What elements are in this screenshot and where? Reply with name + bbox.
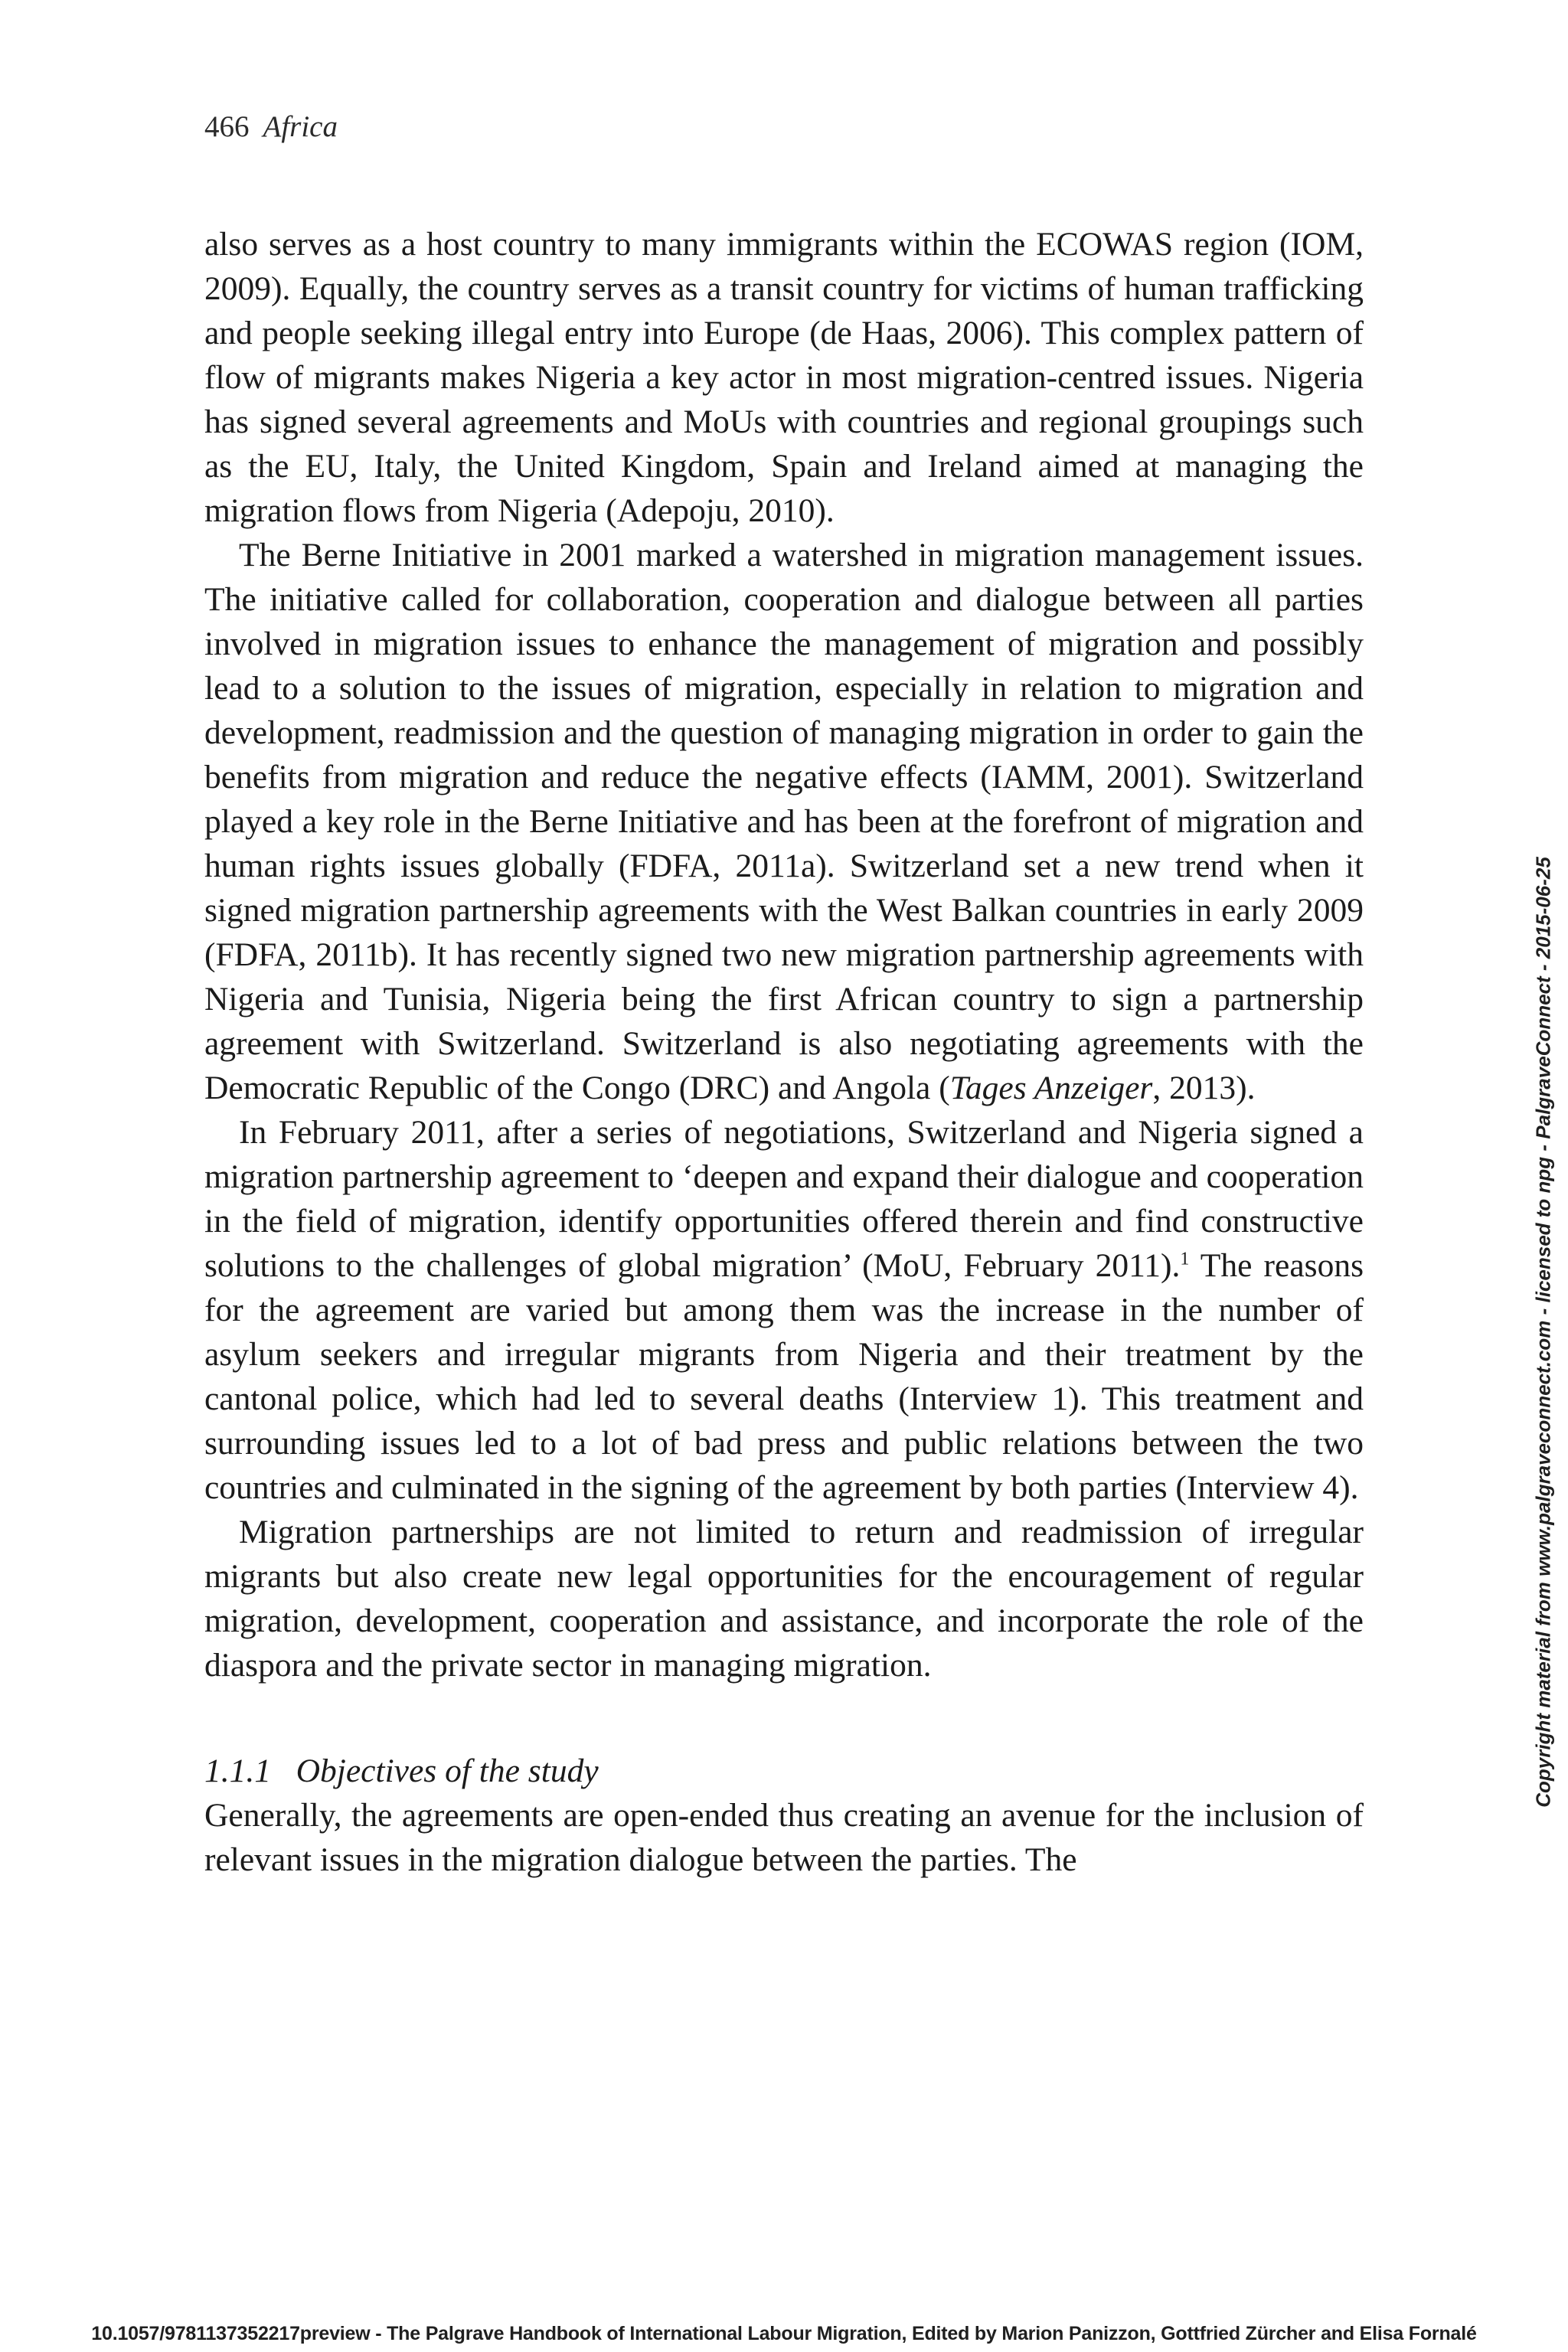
paragraph-3-start: In February 2011, after a series of negotiations, Switzerland and Nigeria signed a migration partnership agreement to ‘deepen and expand their dialogue and cooperation in the field of migration, identify opportunities offered therein and find constructive solutions to the challenges of global migration’ (MoU, February 2011). [204,1114,1364,1284]
paragraph-3-rest: The reasons for the agreement are varied but among them was the increase in the number of asylum seekers and irregular migrants from Nigeria and their treatment by the cantonal police, which had led to several deaths (Interview 1). This treatment and surrounding issues led to a lot of bad press and public relations between the two countries and culminated in the signing of the agreement by both parties (Interview 4). [204,1247,1364,1506]
section-title: Objectives of the study [296,1753,599,1789]
paragraph-2-main: The Berne Initiative in 2001 marked a watershed in migration management issues. The initiative called for collaboration, cooperation and dialogue between all parties involved in migration issues to enhance the management of migration and possibly lead to a solution to the issues of migration, especially in relation to migration and development, readmission and the question of managing migration in order to gain the benefits from migration and reduce the negative effects (IAMM, 2001). Switzerland played a key role in the Berne Initiative and has been at the forefront of migration and human rights issues globally (FDFA, 2011a). Switzerland set a new trend when it signed migration partnership agreements with the West Balkan countries in early 2009 (FDFA, 2011b). It has recently signed two new migration partnership agreements with Nigeria and Tunisia, Nigeria being the first African country to sign a partnership agreement with Switzerland. Switzerland is also negotiating agreements with the Democratic Republic of the Congo (DRC) and Angola ( [204,537,1364,1106]
copyright-side-notice: Copyright material from www.palgraveconnect.com - licensed to npg - PalgraveConnect - 2015-06-25 [1531,857,1555,1808]
running-head-section: Africa [263,110,338,143]
citation-footer: 10.1057/9781137352217preview - The Palgrave Handbook of International Labour Migration, Edited by Marion Panizzon, Gottfried Zürcher and Elisa Fornalé [91,2323,1477,2344]
section-heading [204,1749,1364,1793]
page-number: 466 [204,110,250,143]
running-head [204,109,338,145]
section-paragraph: Generally, the agreements are open-ended thus creating an avenue for the inclusion of relevant issues in the migration dialogue between the parties. The [204,1797,1364,1878]
paragraph-4: Migration partnerships are not limited to return and readmission of irregular migrants but also create new legal opportunities for the encouragement of regular migration, development, cooperation and assistance, and incorporate the role of the diaspora and the private sector in managing migration. [204,1514,1364,1684]
paragraph-2-end: , 2013). [1152,1070,1256,1106]
paragraph-3 [204,1110,1364,1510]
paragraph-2 [204,533,1364,1110]
footnote-marker[interactable]: 1 [1180,1249,1190,1269]
paragraph-1: also serves as a host country to many immigrants within the ECOWAS region (IOM, 2009). Equally, the country serves as a transit country for victims of human trafficking and people seeking illegal entry into Europe (de Haas, 2006). This complex pattern of flow of migrants makes Nigeria a key actor in most migration-centred issues. Nigeria has signed several agreements and MoUs with countries and regional groupings such as the EU, Italy, the United Kingdom, Spain and Ireland aimed at managing the migration flows from Nigeria (Adepoju, 2010). [204,226,1364,529]
section-number: 1.1.1 [204,1753,271,1789]
body-text [204,222,1364,1882]
newspaper-title: Tages Anzeiger [949,1070,1153,1106]
